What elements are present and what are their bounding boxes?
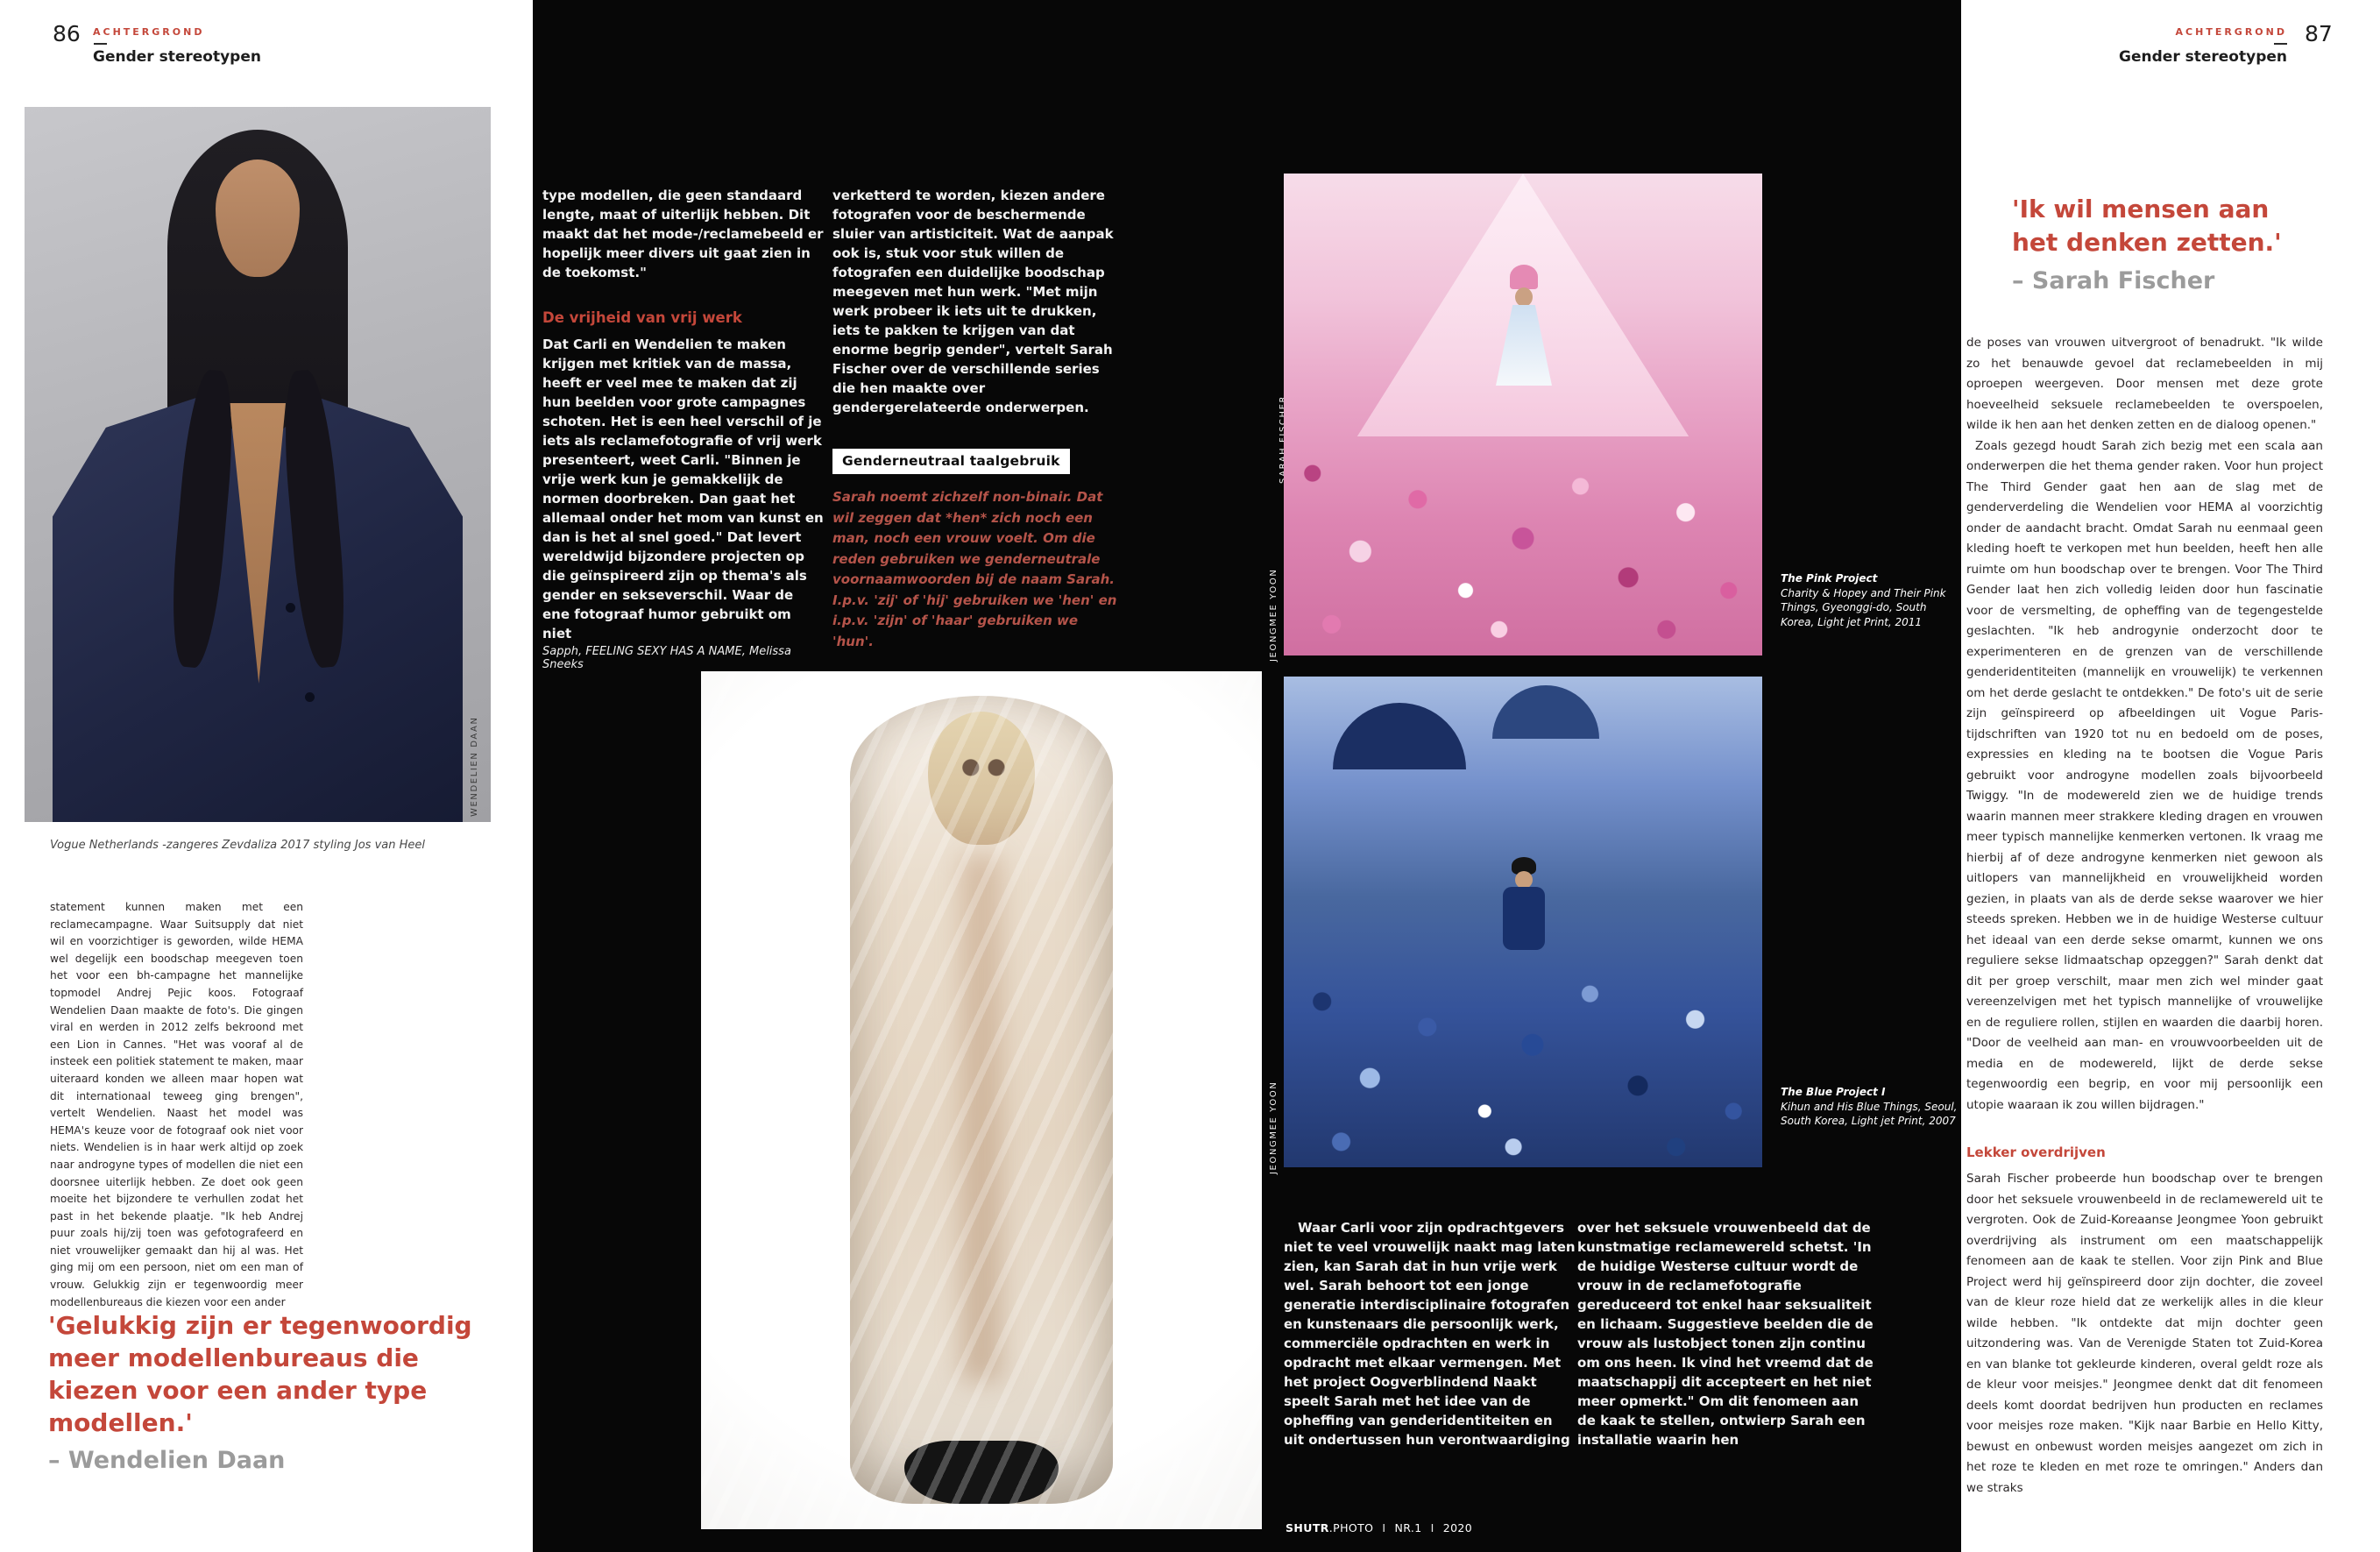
pink-project-caption bbox=[1781, 571, 1963, 629]
center-col1-paragraph-1: type modellen, die geen standaard lengte, maat of uiterlijk hebben. Dit maakt dat het mode-/reclamebeeld er hopelijk meer divers uit gaat zien in de toekomst." bbox=[542, 188, 824, 280]
pullquote-sarah bbox=[2012, 193, 2288, 298]
photo-plastic-wrap bbox=[701, 671, 1262, 1529]
plastic-sheen-overlay bbox=[701, 671, 1262, 1529]
bottom-column-a: Waar Carli voor zijn opdrachtgevers niet te veel vrouwelijk naakt mag laten zien, kan Sarah dat in hun vrije werk wel. Sarah behoort tot een jonge generatie interdisciplinaire fotografen en kunstenaars die persoonlijk werk, commerciële opdrachten en werk in opdracht met elkaar vermengen. Met het project Oogverblindend Naakt speelt Sarah met het idee van de opheffing van genderidentiteiten en uit ondertussen hun verontwaardiging bbox=[1284, 1220, 1576, 1448]
subheading-lekker-overdrijven: Lekker overdrijven bbox=[1966, 1145, 2106, 1160]
pullquote-text: 'Gelukkig zijn er tegenwoordig meer modellenbureaus die kiezen voor een ander type modellen.' bbox=[48, 1311, 472, 1437]
pullquote-attribution-right: – Sarah Fischer bbox=[2012, 267, 2215, 294]
blue-caption-body: Kihun and His Blue Things, Seoul, South Korea, Light jet Print, 2007 bbox=[1781, 1100, 1958, 1127]
pullquote-wendelien bbox=[48, 1309, 491, 1477]
blue-boy-face bbox=[1515, 871, 1533, 889]
blue-project-caption bbox=[1781, 1085, 1963, 1129]
page-number-left: 86 bbox=[53, 21, 81, 46]
right-body-paragraph-2: Zoals gezegd houdt Sarah zich bezig met een scala aan onderwerpen die het thema gender raken. Voor hun project The Third Gender gaat hen aan de slag met de genderverdeling die Wendelien voor HEMA al voorzichtig onder de aandacht bracht. Omdat Sarah nu eenmaal geen kleding hoeft te verkopen met hun beelden, heeft hen alle ruimte om hun boodschap over te brengen. Voor The Third Gender laat hen zich volledig leiden door hun fascinatie voor de versmelting, de opheffing van de tegengestelde geslachten. "Ik heb androgynie onderzocht door te experimenteren en de grenzen van de verschillende genderidentiteiten (mannelijk en vrouwelijk) te verkennen om het derde geslacht te ontdekken." De foto's uit de serie zijn geïnspireerd op afbeeldingen uit Vogue Paris-tijdschriften van 1920 tot nu en bedoeld om de poses, expressies en kleding na te bootsen die Vogue Paris gebruikt voor androgyne modellen zoals bijvoorbeeld Twiggy. "In de modewereld zien we de huidige trends waarin mannen meer strakkere kleding dragen en vrouwen meer typisch mannelijke kenmerken vertonen. Ik vraag me hierbij af of deze androgyne kenmerken niet gewoon als uitlopers van mannelijkheid en vrouwelijkheid worden gezien, in plaats van als de derde sekse waarover we hier steeds spreken. Hebben we in de huidige Westerse cultuur het ideaal van een derde sekse omarmt, kunnen we ons reguliere sekse lidmaatschap opzeggen?" Sarah denkt dat dit per groep verschilt, maar men zich wel minder gaat vereenzelvigen met het typisch mannelijke of vrouwelijke en de reguliere rollen, stijlen en waarden die daarbij horen. "Door de veelheid aan man- en vrouwvoorbeelden uit de media en de modewereld, lijkt de derde sekse tegenwoordig een begrip, en voor mij persoonlijk een utopie waaraan ik zou willen bijdragen." bbox=[1966, 438, 2323, 1112]
footer-separator-2: I bbox=[1430, 1521, 1434, 1534]
gender-note-heading: Genderneutraal taalgebruik bbox=[832, 449, 1070, 474]
bottom-column-b: over het seksuele vrouwenbeeld dat de kunstmatige reclamewereld schetst. 'In de huidige Westerse cultuur wordt de vrouw in de reclamefotografie gereduceerd tot enkel haar seksualiteit en lichaam. Suggestieve beelden die de vrouw als lustobject tonen zijn continu om ons heen. Ik vind het vreemd dat de maatschappij dit accepteert en het niet meer opmerkt." Om dit fenomeen aan de kaak te stellen, ontwierp Sarah een installatie waarin hen bbox=[1577, 1220, 1874, 1448]
page-number-right: 87 bbox=[2305, 21, 2333, 46]
right-body-paragraph-1: de poses van vrouwen uitvergroot of benadrukt. "Ik wilde zo het benauwde gevoel dat reclamebeelden in mij oproepen weergeven. Door mensen met deze grote hoeveelheid seksuele reclamebeelden te overspoelen, wilde ik hen aan het denken zetten en de dialoog openen." bbox=[1966, 336, 2323, 432]
footer-year: 2020 bbox=[1442, 1521, 1473, 1534]
kicker-left: ACHTERGROND bbox=[93, 26, 205, 38]
kicker-rule-right bbox=[2274, 43, 2287, 45]
footer-separator: I bbox=[1382, 1521, 1386, 1534]
blue-umbrella-shape-2 bbox=[1492, 685, 1599, 739]
photo-credit-jeongmee-yoon-2: JEONGMEE YOON bbox=[1269, 1081, 1279, 1174]
body-text-right-2: Sarah Fischer probeerde hun boodschap over te brengen door het seksuele vrouwenbeeld in de reclamewereld uit te vergroten. Ook de Zuid-Koreaanse Jeongmee Yoon gebruikt overdrijving als instrument om een maatschappelijk fenomeen aan de kaak te stellen. Voor zijn Pink and Blue Project werd hij geïnspireerd door zijn dochter, die zoveel van de kleur roze hield dat ze werkelijk alles in die kleur wilde hebben. "Ik ontdekte dat mijn dochter geen uitzondering was. Van de Verenigde Staten tot Zuid-Korea en van blanke tot gekleurde kinderen, overal geldt roze als de kleur voor meisjes." Jeongmee denkt dat dit fenomeen deels komt doordat bedrijven hun producten en reclames voor meisjes roze maken. "Kijk naar Barbie en Hello Kitty, bewust en onbewust worden meisjes aangezet om zich in het roze te kleden en met roze te omringen." Anders dan we straks bbox=[1966, 1172, 2323, 1495]
blue-umbrella-shape bbox=[1333, 703, 1466, 769]
pink-toys-collage bbox=[1284, 395, 1762, 656]
pink-girl-hat bbox=[1510, 265, 1538, 289]
body-text-right bbox=[1966, 333, 2323, 1116]
pullquote-attribution: – Wendelien Daan bbox=[48, 1447, 286, 1474]
photo-caption-left: Vogue Netherlands -zangeres Zevdaliza 2017 styling Jos van Heel bbox=[50, 839, 425, 852]
footer-brand-rest: .PHOTO bbox=[1328, 1521, 1374, 1534]
gender-note-text: Sarah noemt zichzelf non-binair. Dat wil zeggen dat *hen* zich noch een man, noch een vrouw voelt. Om die reden gebruiken we genderneutrale voornaamwoorden bij de naam Sarah. I.p.v. 'zij' of 'hij' gebruiken we 'hen' en i.p.v. 'zijn' of 'haar' gebruiken we 'hun'. bbox=[832, 489, 1117, 649]
pink-caption-title: The Pink Project bbox=[1781, 572, 1878, 585]
pullquote-text-right: 'Ik wil mensen aan het denken zetten.' bbox=[2012, 195, 2282, 257]
blue-caption-title: The Blue Project I bbox=[1781, 1086, 1886, 1098]
magazine-footer bbox=[1286, 1521, 1472, 1534]
sapph-photo-caption: Sapph, FEELING SEXY HAS A NAME, Melissa Sneeks bbox=[542, 645, 791, 671]
center-column-1 bbox=[542, 186, 825, 643]
photo-pink-project bbox=[1284, 174, 1762, 656]
center-col2-paragraph: verketterd te worden, kiezen andere fotografen voor de beschermende sluier van artisticiteit. Wat de aanpak ook is, stuk voor stuk willen de fotografen een duidelijke boodschap meegeven met hun werk. "Met mijn werk probeer ik iets uit te drukken, iets te pakken te krijgen van dat enorme begrip gender", vertelt Sarah Fischer over de verschillende series die hen maakte over gendergerelateerde onderwerpen. bbox=[832, 188, 1114, 415]
footer-issue: NR.1 bbox=[1394, 1521, 1422, 1534]
section-title-left: Gender stereotypen bbox=[93, 48, 261, 66]
photo-credit-wendelien-daan: WENDELIEN DAAN bbox=[470, 716, 479, 817]
blazer-button bbox=[286, 603, 295, 613]
photo-credit-jeongmee-yoon: JEONGMEE YOON bbox=[1269, 568, 1279, 662]
kicker-right: ACHTERGROND bbox=[2175, 26, 2287, 38]
kicker-rule-left bbox=[94, 43, 107, 45]
center-col1-heading: De vrijheid van vrij werk bbox=[542, 309, 742, 326]
center-col1-paragraph-2: Dat Carli en Wendelien te maken krijgen met kritiek van de massa, heeft er veel mee te maken dat zij hun beelden voor grote campagnes schoten. Het is een heel verschil of je iets als reclamefotografie of vrij werk presenteert, weet Carli. "Binnen je vrije werk kun je gemakkelijk de normen doorbreken. Dan gaat het allemaal onder het mom van kunst en dan is het al snel goed." Dat levert wereldwijd bijzondere projecten op die geïnspireerd zijn op thema's als gender en sekseverschil. Waar de ene fotograaf humor gebruikt om niet bbox=[542, 337, 824, 641]
blazer-button bbox=[305, 692, 315, 702]
body-text-left: statement kunnen maken met een reclamecampagne. Waar Suitsupply dat niet wil en voorzichtiger is geworden, wilde HEMA wel degelijk een boodschap meegeven toen het voor een bh-campagne het mannelijke topmodel Andrej Pejic koos. Fotograaf Wendelien Daan maakte de foto's. Die gingen viral en werden in 2012 zelfs bekroond met een Lion in Cannes. "Het was vooraf al de insteek een politiek statement te maken, maar uiteraard konden we alleen maar hopen wat dit internationaal teweeg ging brengen", vertelt Wendelien. Naast het model was HEMA's keuze voor de fotograaf ook niet voor niets. Wendelien is in haar werk altijd op zoek naar androgyne types of modellen die niet een doorsnee uiterlijk hebben. Ze doet ook geen moeite het bijzondere te verhullen zodat het past in het bekende plaatje. "Ik heb Andrej puur zoals hij/zij toen was gefotografeerd en niet vrouwelijker gemaakt dan hij al was. Het ging mij om een persoon, niet om een man of vrouw. Gelukkig zijn er tegenwoordig meer modellenbureaus die kiezen voor een ander bbox=[50, 901, 303, 1308]
pink-caption-body: Charity & Hopey and Their Pink Things, Gyeonggi-do, South Korea, Light jet Print, 2011 bbox=[1781, 586, 1946, 628]
pink-girl-face bbox=[1515, 287, 1533, 307]
blue-toys-collage bbox=[1284, 912, 1762, 1167]
footer-brand-bold: SHUTR bbox=[1286, 1521, 1329, 1534]
section-title-right: Gender stereotypen bbox=[2119, 48, 2287, 66]
center-column-2 bbox=[832, 186, 1120, 417]
photo-model-blazer bbox=[25, 107, 491, 822]
photo-blue-project bbox=[1284, 677, 1762, 1167]
